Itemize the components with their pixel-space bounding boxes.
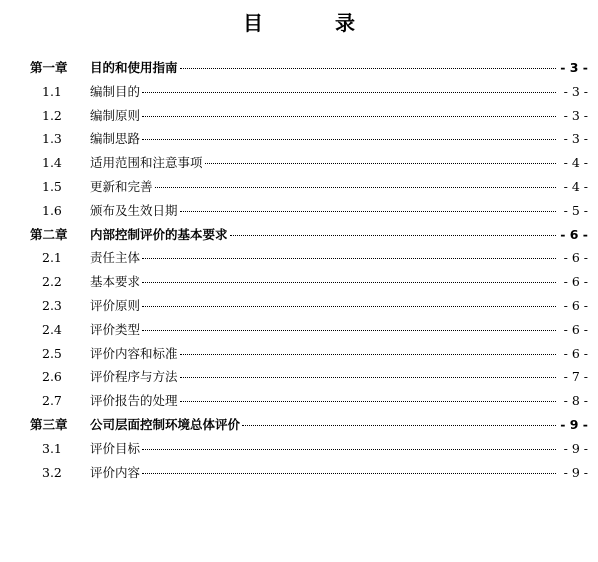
toc-section-entry[interactable] [30,320,588,344]
toc-entry-text: 目的和使用指南 [90,60,178,75]
toc-entry-number: 2.7 [42,393,62,409]
toc-section-entry[interactable] [30,439,588,463]
toc-chapter-entry[interactable] [30,58,588,82]
toc-entry-text: 内部控制评价的基本要求 [90,226,228,242]
toc-entry-text: 颁布及生效日期 [90,202,178,218]
toc-section-entry[interactable] [30,201,588,225]
toc-section-entry[interactable] [30,106,588,130]
toc-dot-leader [142,306,556,307]
toc-chapter-entry[interactable] [30,225,588,249]
toc-section-entry[interactable] [30,129,588,153]
toc-section-entry[interactable] [30,272,588,296]
toc-page-number: - 4 - [563,178,588,194]
toc-dot-leader [180,211,556,212]
toc-entry-number: 1.3 [42,131,62,147]
toc-dot-leader [142,473,556,474]
toc-entry-text: 评价内容和标准 [90,345,178,361]
toc-page-number: - 3 - [560,60,588,75]
toc-section-entry[interactable] [30,296,588,320]
toc-entry-text: 责任主体 [90,250,141,266]
toc-dot-leader [180,401,556,402]
toc-section-entry[interactable] [30,153,588,177]
toc-entry-text: 评价报告的处理 [90,393,178,409]
toc-entry-number: 3.1 [42,440,62,456]
toc-entry-text: 公司层面控制环境总体评价 [90,416,241,432]
toc-entry-number: 2.5 [42,345,62,361]
toc-page-number: - 3 - [563,131,588,147]
toc-page-number: - 6 - [563,297,588,313]
toc-page-number: - 5 - [563,202,588,218]
toc-page-number: - 8 - [563,393,588,409]
toc-page-number: - 6 - [563,345,588,361]
toc-entry-number: 第二章 [30,226,68,242]
toc-dot-leader [142,139,556,140]
toc-dot-leader [142,282,556,283]
toc-dot-leader [155,187,556,188]
toc-entry-text: 评价程序与方法 [90,369,178,385]
toc-entry-number: 2.3 [42,297,62,313]
toc-entry-number: 2.4 [42,321,62,337]
toc-page-number: - 4 - [563,155,588,171]
toc-section-entry[interactable] [30,82,588,106]
toc-section-entry[interactable] [30,367,588,391]
toc-entry-text: 编制原则 [90,107,141,123]
toc-entry-text: 评价目标 [90,440,141,456]
toc-section-entry[interactable] [30,391,588,415]
toc-entry-number: 第三章 [30,416,68,432]
toc-page-number: - 3 - [563,107,588,123]
toc-section-entry[interactable] [30,463,588,487]
toc-entry-text: 适用范围和注意事项 [90,155,203,171]
toc-entry-text: 编制目的 [90,83,141,99]
toc-dot-leader [180,377,556,378]
toc-page-number: - 6 - [560,226,588,242]
toc-entry-text: 基本要求 [90,274,141,290]
toc-entry-text: 评价内容 [90,464,141,480]
toc-section-entry[interactable] [30,177,588,201]
toc-page-number: - 9 - [563,464,588,480]
toc-page-number: - 3 - [563,83,588,99]
toc-entry-number: 1.4 [42,155,62,171]
toc-dot-leader [180,354,556,355]
toc-dot-leader [242,425,556,426]
toc-section-entry[interactable] [30,248,588,272]
toc-entry-number: 3.2 [42,464,62,480]
toc-page-number: - 6 - [563,274,588,290]
toc-entry-number: 1.2 [42,107,62,123]
toc-dot-leader [142,330,556,331]
toc-chapter-entry[interactable] [30,415,588,439]
page-title: 目 录 [243,11,381,35]
toc-entry-number: 2.1 [42,250,62,266]
toc-entry-number: 1.5 [42,178,62,194]
toc-dot-leader [142,92,556,93]
toc-entry-number: 1.1 [42,83,62,99]
toc-page-number: - 9 - [563,440,588,456]
toc-entry-text: 评价类型 [90,321,141,337]
toc-entry-number: 2.2 [42,274,62,290]
toc-entry-text: 更新和完善 [90,178,153,194]
toc-section-entry[interactable] [30,344,588,368]
toc-entry-number: 第一章 [30,60,68,75]
toc-dot-leader [142,116,556,117]
toc-entry-number: 2.6 [42,369,62,385]
toc-entry-number: 1.6 [42,202,62,218]
toc-entry-text: 评价原则 [90,297,141,313]
toc-dot-leader [142,258,556,259]
toc-dot-leader [180,68,556,69]
toc-dot-leader [205,163,556,164]
toc-page-number: - 9 - [560,416,588,432]
toc-page-number: - 6 - [563,321,588,337]
toc-entry-text: 编制思路 [90,131,141,147]
toc-dot-leader [142,449,556,450]
toc-page-number: - 7 - [563,369,588,385]
toc-dot-leader [230,235,556,236]
table-of-contents [30,58,588,486]
toc-page-number: - 6 - [563,250,588,266]
